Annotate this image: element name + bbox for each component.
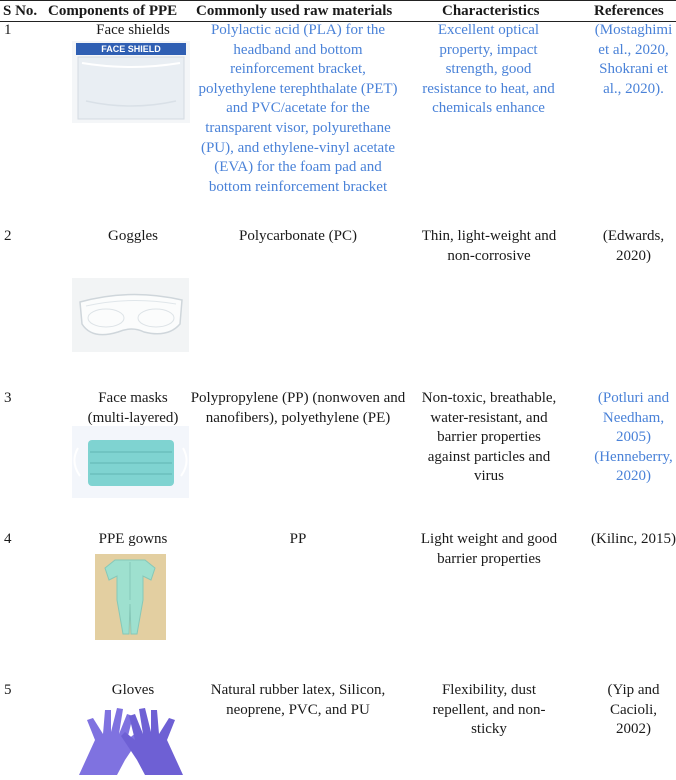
row3-materials: Polypropylene (PP) (nonwoven and nanofibers), polyethylene (PE) [190, 390, 406, 426]
row2-component: Goggles [108, 228, 158, 244]
header-components: Components of PPE [48, 3, 178, 19]
goggles-image [72, 278, 189, 352]
table-header [0, 0, 676, 22]
ppe-gown-image [95, 554, 166, 640]
row5-sno: 5 [4, 682, 12, 698]
row4-characteristics: Light weight and good barrier properties [420, 531, 558, 567]
row3-sno: 3 [4, 390, 12, 406]
face-shield-label: FACE SHIELD [101, 44, 161, 54]
row3-references: (Potluri and Needham, 2005) (Henneberry, 2020) [594, 390, 673, 485]
row1-component: Face shields [96, 22, 170, 38]
row4-materials: PP [289, 531, 307, 547]
header-sno: S No. [3, 3, 38, 19]
row1-materials: Polylactic acid (PLA) for the headband and bottom reinforcement bracket, polyethylene terephthalate (PET) and PVC/acetate for the transparent visor, polyurethane (PU), and ethylene-vinyl acetate (EVA) for the foam pad and bottom reinforcement bracket [198, 22, 398, 195]
row2-references: (Edwards, 2020) [602, 228, 665, 264]
row5-characteristics: Flexibility, dust repellent, and non-sticky [432, 682, 546, 738]
gloves-image [73, 700, 189, 775]
row3-component: Face masks (multi-layered) [87, 390, 179, 426]
row5-references: (Yip and Cacioli, 2002) [607, 682, 660, 738]
row2-materials: Polycarbonate (PC) [239, 228, 357, 244]
row1-sno: 1 [4, 22, 12, 38]
header-characteristics: Characteristics [442, 3, 540, 19]
row5-materials: Natural rubber latex, Silicon, neoprene, PVC, and PU [210, 682, 386, 718]
row1-references: (Mostaghimi et al., 2020, Shokrani et al., 2020). [594, 22, 673, 97]
header-materials: Commonly used raw materials [196, 3, 393, 19]
row4-component: PPE gowns [98, 531, 168, 547]
row4-references: (Kilinc, 2015) [591, 531, 676, 547]
face-shield-image [72, 41, 190, 123]
row5-component: Gloves [111, 682, 155, 698]
row1-characteristics: Excellent optical property, impact strength, good resistance to heat, and chemicals enhance [422, 22, 555, 117]
row2-sno: 2 [4, 228, 12, 244]
header-references: References [594, 3, 664, 19]
row4-sno: 4 [4, 531, 12, 547]
face-mask-image [72, 426, 189, 498]
row2-characteristics: Thin, light-weight and non-corrosive [421, 228, 557, 264]
row3-characteristics: Non-toxic, breathable, water-resistant, and barrier properties against particles and virus [421, 390, 557, 485]
